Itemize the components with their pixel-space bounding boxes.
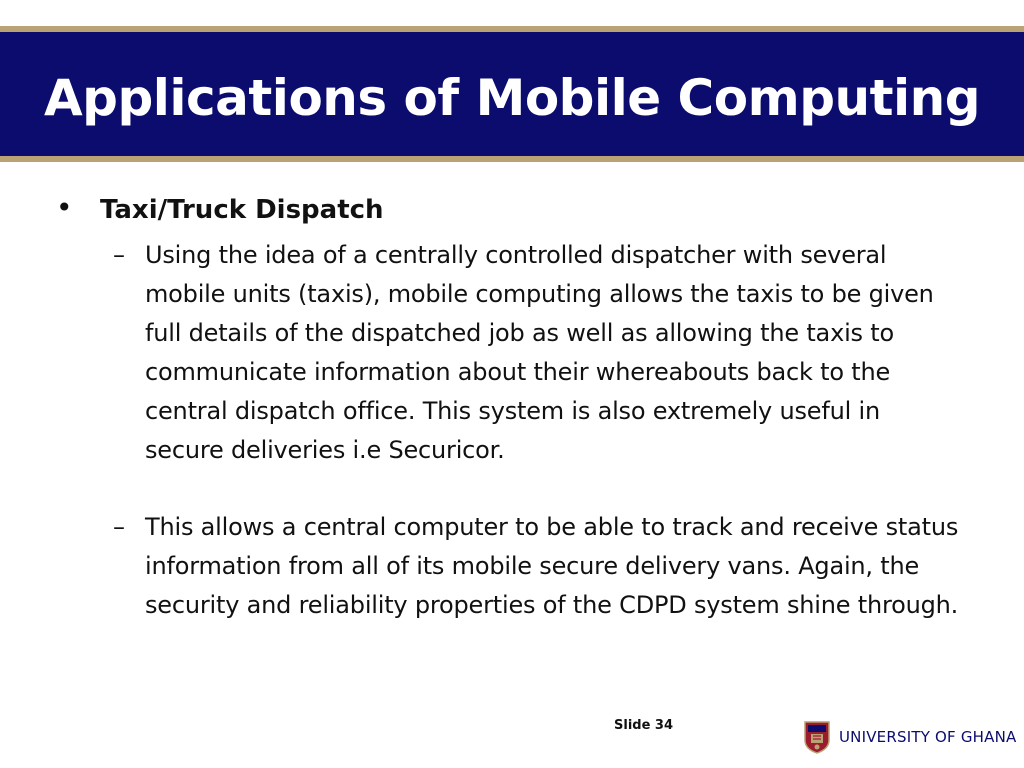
dash-marker: –	[113, 241, 125, 269]
bullet-marker: •	[56, 191, 73, 224]
university-name: UNIVERSITY OF GHANA	[839, 728, 1017, 746]
university-crest-icon	[804, 720, 830, 754]
sub-bullet-text: This allows a central computer to be able to track and receive status information from all of its mobile secure delivery vans. Again, the security and reliability properties of the CDPD system shine through.	[145, 513, 959, 619]
bottom-gold-stripe	[0, 156, 1024, 162]
slide-title: Applications of Mobile Computing	[43, 69, 981, 127]
slide-number: Slide 34	[614, 718, 674, 733]
university-logo	[804, 720, 1016, 754]
sub-bullet-item	[113, 236, 976, 470]
bullet-item	[56, 188, 976, 232]
slide-content	[56, 188, 976, 625]
sub-bullet-list	[113, 236, 976, 625]
title-band	[0, 32, 1024, 156]
bullet-heading: Taxi/Truck Dispatch	[100, 195, 384, 225]
sub-bullet-item	[113, 508, 976, 625]
sub-bullet-text: Using the idea of a centrally controlled dispatcher with several mobile units (taxis), mobile computing allows the taxis to be given full details of the dispatched job as well as allowing the taxis to communicate information about their whereabouts back to the central dispatch office. This system is also extremely useful in secure deliveries i.e Securicor.	[145, 241, 934, 464]
dash-marker: –	[113, 513, 125, 541]
